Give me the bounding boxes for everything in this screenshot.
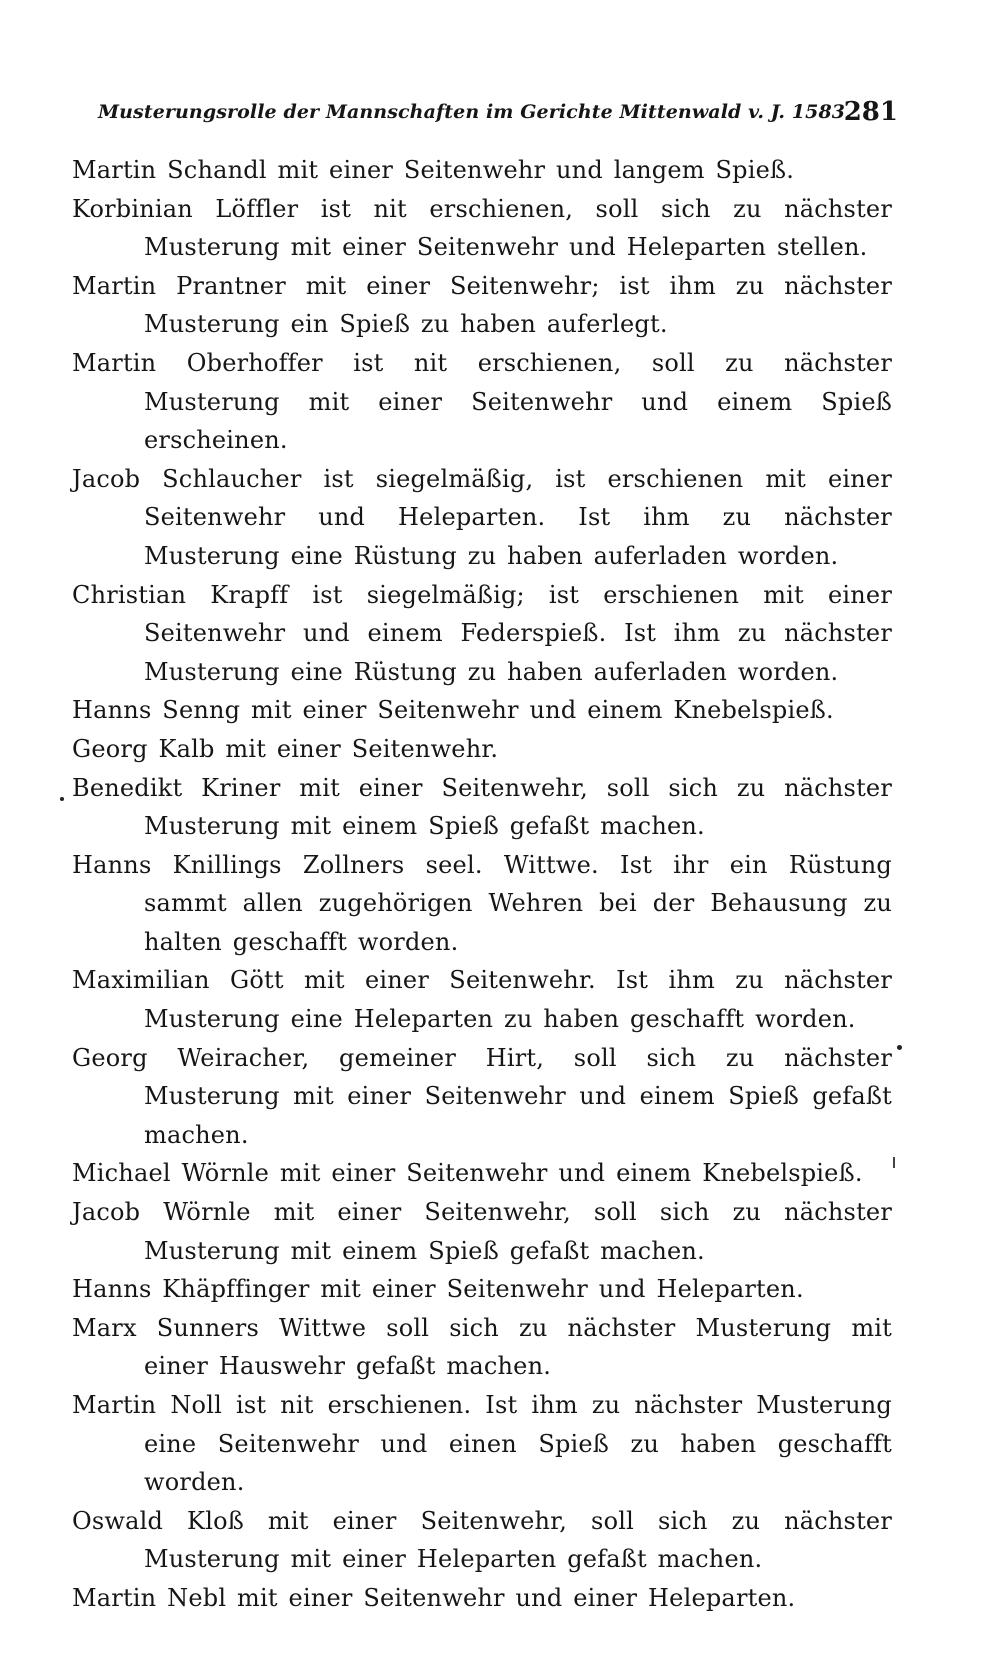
entry-martin-prantner: Martin Prantner mit einer Seitenwehr; ist ihm zu nächster Musterung ein Spieß zu haben auferlegt. bbox=[72, 271, 892, 339]
entry-christian-krapff: Christian Krapff ist siegelmäßig; ist erschienen mit einer Seitenwehr und einem Federspieß. Ist ihm zu nächster Musterung eine Rüstung zu haben auferladen worden. bbox=[72, 580, 892, 686]
scan-speck bbox=[893, 1157, 895, 1168]
entry-martin-oberhoffer: Martin Oberhoffer ist nit erschienen, soll zu nächster Musterung mit einer Seitenwehr und einem Spieß erscheinen. bbox=[72, 348, 892, 455]
running-title: Musterungsrolle der Mannschaften im Gerichte Mittenwald v. J. 1583. bbox=[98, 101, 852, 123]
muster-roll-list bbox=[72, 151, 892, 1618]
entry-oswald-kloss: Oswald Kloß mit einer Seitenwehr, soll sich zu nächster Musterung mit einer Heleparten gefaßt machen. bbox=[72, 1506, 892, 1574]
scan-speck bbox=[897, 1045, 902, 1050]
entry-maximilian-goett: Maximilian Gött mit einer Seitenwehr. Ist ihm zu nächster Musterung eine Heleparten zu haben geschafft worden. bbox=[72, 966, 892, 1034]
entry-martin-schandl: Martin Schandl mit einer Seitenwehr und langem Spieß. bbox=[72, 156, 795, 184]
entry-georg-weiracher: Georg Weiracher, gemeiner Hirt, soll sich zu nächster Musterung mit einer Seitenwehr und einem Spieß gefaßt machen. bbox=[72, 1043, 892, 1149]
entry-hanns-knillings-wittwe: Hanns Knillings Zollners seel. Wittwe. Ist ihr ein Rüstung sammt allen zugehörigen Wehren bei der Behausung zu halten geschafft worden. bbox=[72, 850, 892, 956]
entry-jacob-woernle: Jacob Wörnle mit einer Seitenwehr, soll sich zu nächster Musterung mit einem Spieß gefaßt machen. bbox=[72, 1198, 892, 1265]
entry-georg-kalb: Georg Kalb mit einer Seitenwehr. bbox=[72, 734, 499, 763]
entry-martin-noll: Martin Noll ist nit erschienen. Ist ihm zu nächster Musterung eine Seitenwehr und einen Spieß zu haben geschafft worden. bbox=[72, 1391, 892, 1497]
entry-marx-sunners-wittwe: Marx Sunners Wittwe soll sich zu nächster Musterung mit einer Hauswehr gefaßt machen. bbox=[72, 1313, 892, 1381]
entry-benedikt-kriner: Benedikt Kriner mit einer Seitenwehr, soll sich zu nächster Musterung mit einem Spieß gefaßt machen. bbox=[72, 773, 892, 841]
running-header bbox=[98, 92, 898, 132]
entry-hanns-senng: Hanns Senng mit einer Seitenwehr und einem Knebelspieß. bbox=[72, 696, 834, 725]
entry-michael-woernle: Michael Wörnle mit einer Seitenwehr und einem Knebelspieß. bbox=[72, 1159, 863, 1188]
entry-korbinian-loeffler: Korbinian Löffler ist nit erschienen, soll sich zu nächster Musterung mit einer Seitenwehr und Heleparten stellen. bbox=[72, 194, 892, 262]
page-number: 281 bbox=[843, 97, 898, 127]
entry-martin-nebl: Martin Nebl mit einer Seitenwehr und einer Heleparten. bbox=[72, 1583, 796, 1612]
entry-hanns-khaepffinger: Hanns Khäpffinger mit einer Seitenwehr und Heleparten. bbox=[72, 1275, 804, 1304]
scan-speck bbox=[60, 797, 64, 801]
entry-jacob-schlaucher: Jacob Schlaucher ist siegelmäßig, ist erschienen mit einer Seitenwehr und Heleparten. Ist ihm zu nächster Musterung eine Rüstung zu haben auferladen worden. bbox=[72, 464, 892, 570]
